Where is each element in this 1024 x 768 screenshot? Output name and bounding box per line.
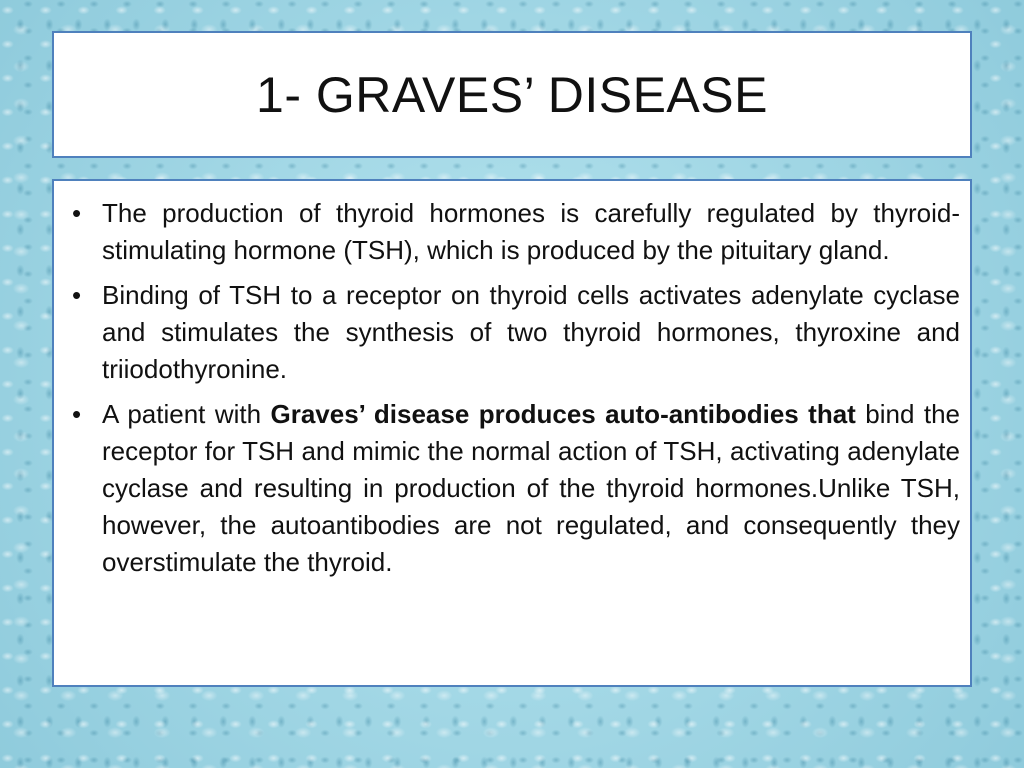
bullet-icon: • — [72, 198, 82, 228]
bullet-item-3 — [72, 396, 960, 581]
bullet-text-3-bold: Graves’ disease produces auto-antibodies that — [270, 399, 856, 429]
bullet-text-1: The production of thyroid hormones is carefully regulated by thyroid-stimulating hormone (TSH), which is produced by the pituitary gland. — [102, 198, 960, 265]
slide-title-box — [52, 31, 972, 158]
bullet-text-3-suffix: bind the receptor for TSH and mimic the normal action of TSH, activating adenylate cyclase and resulting in production of the thyroid hormones.Unlike TSH, however, the autoantibodies are not regulated, and consequently they overstimulate the thyroid. — [102, 399, 960, 577]
bullet-icon: • — [72, 399, 82, 429]
bullet-item-1 — [72, 195, 960, 269]
bullet-icon: • — [72, 280, 82, 310]
bullet-list — [72, 195, 960, 581]
slide-title: 1- GRAVES’ DISEASE — [256, 66, 768, 123]
slide-content-box — [52, 179, 972, 687]
bullet-text-3-prefix: A patient with — [102, 399, 271, 429]
bullet-item-2 — [72, 277, 960, 388]
bullet-text-2: Binding of TSH to a receptor on thyroid cells activates adenylate cyclase and stimulates the synthesis of two thyroid hormones, thyroxine and triiodothyronine. — [102, 280, 960, 384]
